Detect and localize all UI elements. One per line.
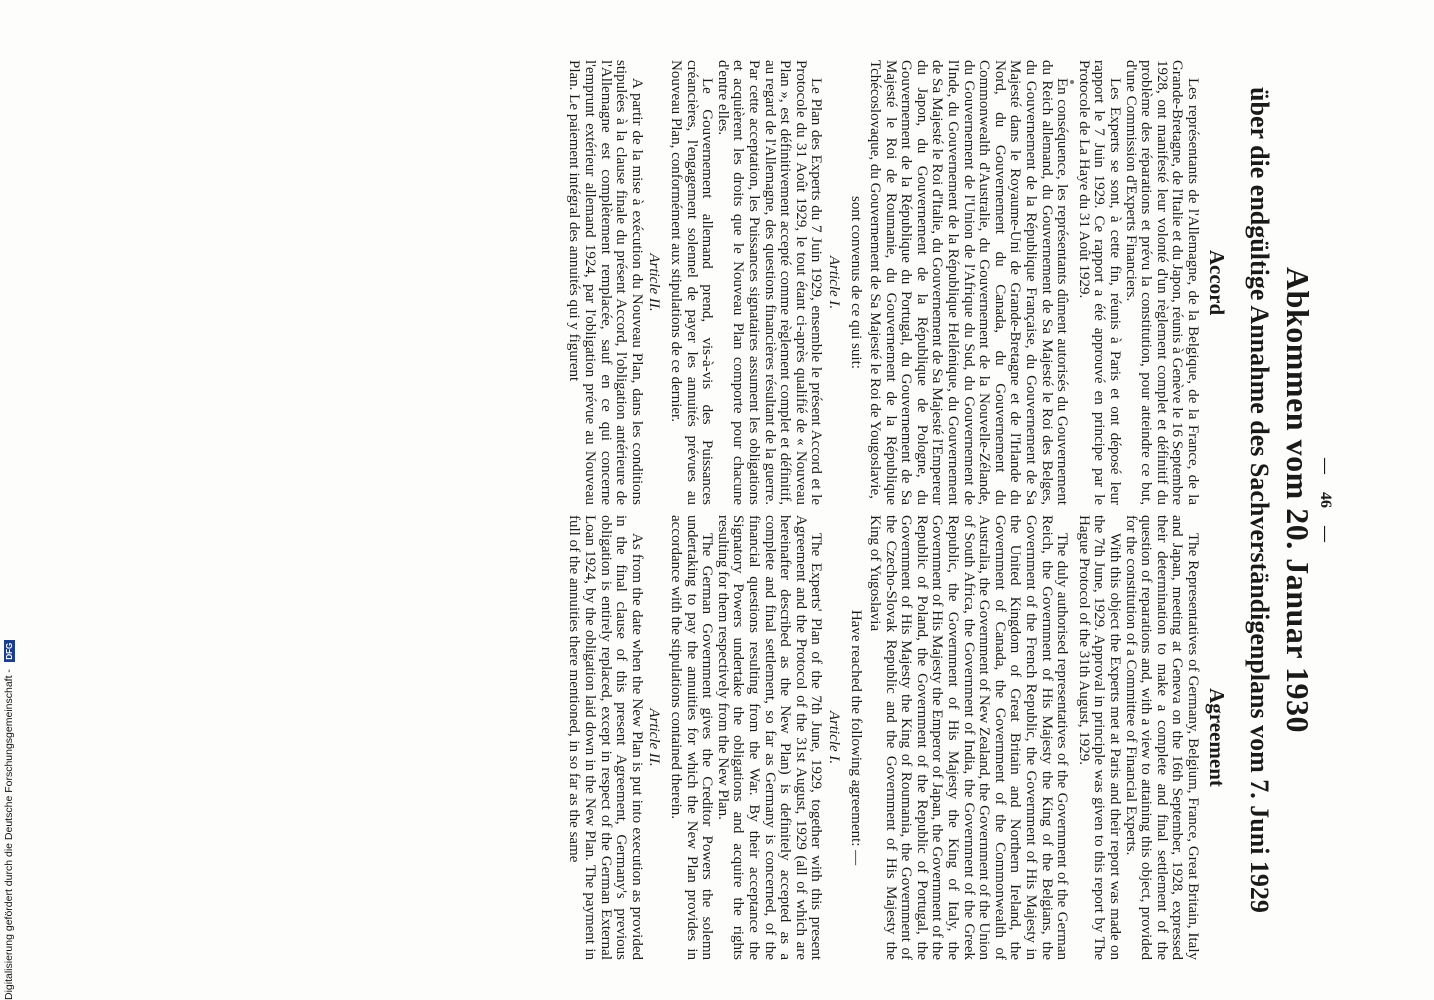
french-paragraph: Les représentants de l'Allemagne, de la Belgique, de la France, de la Grande-Bretagne, de l'Italie et du Japon, réunis à Genève le 16 Septembre 1928, ont manifesté leur volonté d'un règlement complet et définitif du problème des réparations et prévu la constitution, pour atteindre ce but, d'une Commission d'Experts Financiers. [1122,60,1201,505]
footer-credit-text: Digitalisierung gefördert durch die Deutsche Forschungsgemeinschaft - [3,669,15,1000]
english-paragraph: The German Government gives the Creditor Powers the solemn undertaking to pay the annuities for which the New Plan provides in accordance with the stipulations contained therein. [668,515,716,960]
english-paragraph: The Representatives of Germany, Belgium, France, Great Britain, Italy and Japan, meeting at Geneva on the 16th September, 1928, expressed their determination to make a complete and final settlement of the question of reparations and, with a view to attaining this object, provided for the constitution of a Committee of Financial Experts. [1122,515,1201,960]
digitization-footer [3,0,17,1000]
page-number: — 46 — [1317,458,1334,542]
french-paragraph: En conséquence, les représentants dûment autorisés du Gouvernement du Reich allemand, du Gouvernement de Sa Majesté le Roi des Belges, du Gouvernement de la République Française, du Gouvernement de Sa Majesté dans le Royaume-Uni de Grande-Bretagne et de l'Irlande du Nord, du Gouvernement du Canada, du Gouvernement du Commonwealth d'Australie, du Gouvernement de la Nouvelle-Zélande, du Gouvernement de l'Union de l'Afrique du Sud, du Gouvernement de l'Inde, du Gouvernement de la République Hellénique, du Gouvernement de Sa Majesté le Roi d'Italie, du Gouvernement de Sa Majesté l'Empereur du Japon, du Gouvernement de la République de Pologne, du Gouvernement de la République du Portugal, du Gouvernement de Sa Majesté le Roi de Roumanie, du Gouvernement de la République Tchécoslovaque, du Gouvernement de Sa Majesté le Roi de Yougoslavie, [867,60,1071,505]
english-heading: Agreement [1205,688,1229,787]
english-agreed-clause: Have reached the following agreement: — [847,609,864,866]
french-heading: Accord [1205,249,1229,316]
french-column [169,60,1229,505]
dfg-logo: DFG [4,640,15,662]
scan-speck [1070,80,1074,84]
french-article-title: Article II. [646,253,663,312]
french-agreed-clause: sont convenus de ce qui suit: [847,196,864,369]
english-column [169,515,1229,960]
english-paragraph: The Experts' Plan of the 7th June, 1929, together with this present Agreement and the Protocol of the 31st August, 1929 (all of which are hereinafter described as the New Plan) is definitely accepted as a complete and final settlement, so far as Germany is concerned, of the financial questions resulting from the War. By their acceptance the Signatory Powers undertake the obligations and acquire the rights resulting for them respectively from the New Plan. [714,515,825,960]
french-article-title: Article I. [825,255,842,310]
french-paragraph: Le Gouvernement allemand prend, vis-à-vis des Puissances créancières, l'engagement solennel de payer les annuités prévues au Nouveau Plan, conformément aux stipulations de ce dernier. [668,60,716,505]
english-paragraph: The duly authorised representatives of the Government of the German Reich, the Government of His Majesty the King of the Belgians, the Government of the French Republic, the Government of His Majesty in the United Kingdom of Great Britain and Northern Ireland, the Government of Canada, the Government of the Commonwealth of Australia, the Government of New Zealand, the Government of the Union of South Africa, the Government of India, the Government of the Greek Republic, the Government of His Majesty the King of Italy, the Government of His Majesty the Emperor of Japan, the Government of the Republic of Poland, the Government of the Republic of Portugal, the Government of His Majesty the King of Roumania, the Government of the Czecho-Slovak Republic and the Government of His Majesty the King of Yugoslavia [867,515,1071,960]
french-paragraph: Le Plan des Experts du 7 Juin 1929, ensemble le présent Accord et le Protocole du 31 Août 1929, le tout étant ci-après qualifié de « Nouveau Plan », est définitivement accepté comme règlement complet et définitif, au regard de l'Allemagne, des questions financières résultant de la guerre. Par cette acceptation, les Puissances signataires assument les obligations et acquièrent les droits que le Nouveau Plan comporte pour chacune d'entre elles. [714,60,825,505]
document-subtitle: über die endgültige Annahme des Sachverständigenplans vom 7. Juni 1929 [1245,87,1274,913]
english-paragraph: As from the date when the New Plan is put into execution as provided in the final clause of this present Agreement, Germany's previous obligation is entirely replaced, except in respect of the German External Loan 1924, by the obligation laid down in the New Plan. The payment in full of the annuities there mentioned, in so far as the same [566,515,645,960]
english-article-title: Article I. [825,710,842,765]
english-paragraph: With this object the Experts met at Paris and their report was made on the 7th June, 1929. Approval in principle was given to this report by The Hague Protocol of the 31th August, 1929. [1075,515,1124,960]
english-article-title: Article II. [646,708,663,767]
french-paragraph: Les Experts se sont, à cette fin, réunis à Paris et ont déposé leur rapport le 7 Juin 1929. Ce rapport a été approuvé en principe par le Protocole de La Haye du 31 Août 1929. [1075,60,1124,505]
document-title: Abkommen vom 20. Januar 1930 [1280,267,1316,733]
french-paragraph: A partir de la mise à exécution du Nouveau Plan, dans les conditions stipulées à la clause finale du présent Accord, l'obligation antérieure de l'Allemagne est complètement remplacée, sauf en ce qui concerne l'emprunt extérieur allemand 1924, par l'obligation prévue au Nouveau Plan. Le paiement intégral des annuités qui y figurent [566,60,645,505]
